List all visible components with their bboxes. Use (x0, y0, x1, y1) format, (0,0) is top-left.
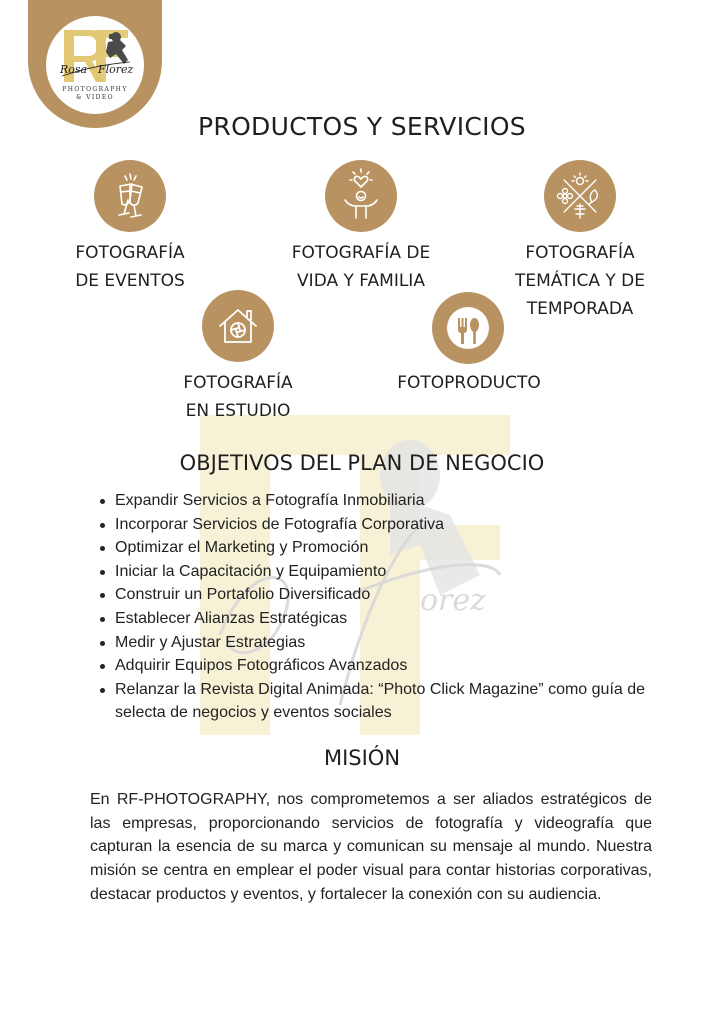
logo-line-photography: PHOTOGRAPHY (62, 86, 128, 93)
service-label-eventos: FOTOGRAFÍA DE EVENTOS (75, 243, 185, 291)
logo-line-video: & VIDEO (76, 94, 114, 101)
service-label-estudio: FOTOGRAFÍA EN ESTUDIO (183, 373, 293, 421)
service-label-tematica-temporada: FOTOGRAFÍA TEMÁTICA Y DE TEMPORADA (514, 243, 646, 319)
list-item: Adquirir Equipos Fotográficos Avanzados (96, 654, 656, 678)
mission-heading: MISIÓN (323, 746, 401, 770)
family-heart-icon (325, 160, 397, 232)
list-item: Establecer Alianzas Estratégicas (96, 607, 656, 631)
mission-text: En RF-PHOTOGRAPHY, nos comprometemos a ser aliados estratégicos de las empresas, proporcionando servicios de fotografía y videografía que capturan la esencia de su marca y comunican su mensaje al mundo. Nuestra misión se centra en emplear el poder visual para contar historias corporativas, destacar productos y eventos, y fortalecer la conexión con su audiencia. (90, 791, 652, 903)
fork-spoon-icon (432, 292, 504, 364)
list-item: Incorporar Servicios de Fotografía Corporativa (96, 513, 656, 537)
list-item: Construir un Portafolio Diversificado (96, 583, 656, 607)
list-item: Medir y Ajustar Estrategias (96, 631, 656, 655)
list-item: Iniciar la Capacitación y Equipamiento (96, 560, 656, 584)
objectives-list (96, 489, 656, 725)
seasons-icon (544, 160, 616, 232)
service-label-fotoproducto: FOTOPRODUCTO (397, 373, 541, 393)
svg-text:Florez: Florez (98, 63, 134, 76)
champagne-toast-icon (94, 160, 166, 232)
brand-logo (46, 16, 144, 114)
svg-text:orez: orez (420, 583, 486, 618)
page-title: PRODUCTOS Y SERVICIOS (198, 112, 526, 141)
home-studio-icon (202, 290, 274, 362)
objectives-heading: OBJETIVOS DEL PLAN DE NEGOCIO (179, 451, 545, 475)
list-item: Expandir Servicios a Fotografía Inmobiliaria (96, 489, 656, 513)
list-item: Optimizar el Marketing y Promoción (96, 536, 656, 560)
service-label-vida-familia: FOTOGRAFÍA DE VIDA Y FAMILIA (291, 243, 431, 291)
list-item: Relanzar la Revista Digital Animada: “Photo Click Magazine” como guía de selecta de negocios y eventos sociales (96, 678, 656, 725)
svg-text:Rosa: Rosa (60, 63, 88, 76)
